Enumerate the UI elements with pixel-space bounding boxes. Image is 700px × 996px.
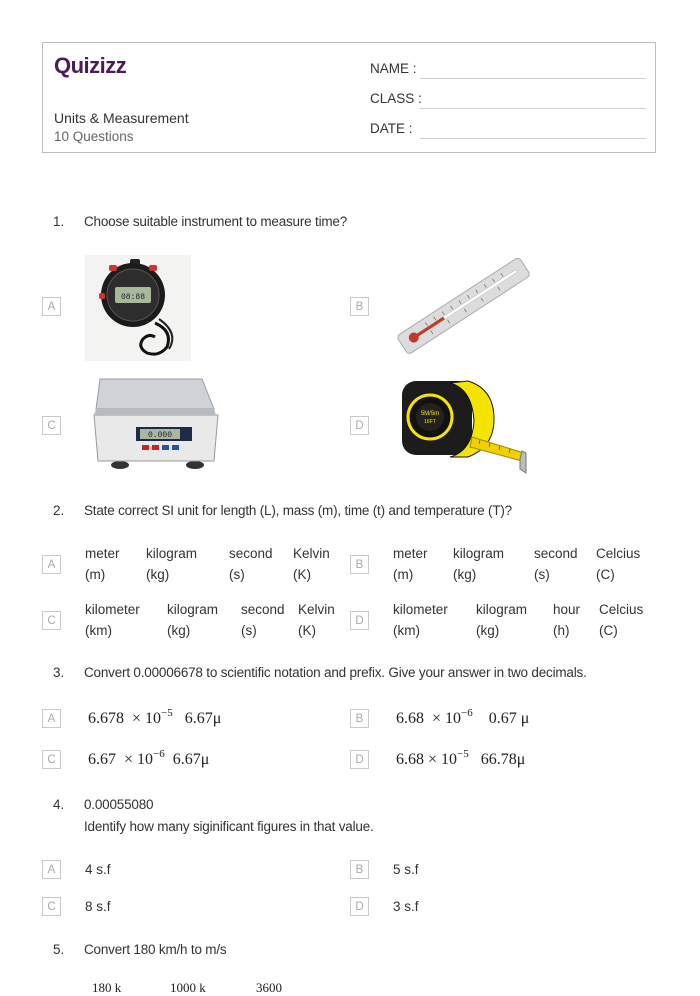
- worksheet-title: Units & Measurement: [54, 110, 189, 126]
- math-answer: $6.678 \times 10^{-5}$ 6.67μ: [88, 707, 222, 727]
- option-d-box[interactable]: D: [350, 416, 369, 435]
- option-c-box[interactable]: C: [42, 611, 61, 630]
- quizizz-logo: Quizizz: [54, 53, 127, 78]
- unit-cell: kilogram (kg): [476, 602, 528, 638]
- unit-cell: Kelvin (K): [298, 602, 335, 638]
- option-c-box[interactable]: C: [42, 750, 61, 769]
- question-text: State correct SI unit for length (L), mass (m), time (t) and temperature (T)?: [84, 503, 512, 518]
- date-line[interactable]: [420, 138, 646, 139]
- unit-cell: second (s): [229, 546, 273, 582]
- tape-measure-image: [398, 375, 530, 477]
- fraction-partial: 3600: [256, 980, 282, 995]
- worksheet-header: [42, 42, 656, 153]
- svg-text:16FT: 16FT: [424, 419, 436, 425]
- unit-cell: Celcius (C): [596, 546, 641, 582]
- unit-cell: meter (m): [85, 546, 120, 582]
- math-answer: $6.68 \times 10^{-5}$ 66.78μ: [396, 748, 526, 768]
- unit-cell: second (s): [534, 546, 578, 582]
- svg-text:0.000: 0.000: [147, 431, 173, 440]
- option-c-box[interactable]: C: [42, 897, 61, 916]
- option-b-box[interactable]: B: [350, 297, 369, 316]
- option-a-box[interactable]: A: [42, 555, 61, 574]
- date-label: DATE :: [370, 121, 413, 136]
- digital-scale-image: [90, 375, 222, 475]
- name-line[interactable]: [420, 78, 646, 79]
- unit-cell: second (s): [241, 602, 285, 638]
- stopwatch-image: [85, 255, 191, 361]
- question-text: Convert 0.00006678 to scientific notation and prefix. Give your answer in two decimals.: [84, 665, 587, 680]
- question-number: 2.: [53, 503, 65, 518]
- option-d-box[interactable]: D: [350, 750, 369, 769]
- option-a-box[interactable]: A: [42, 709, 61, 728]
- answer-text: 4 s.f: [85, 862, 111, 877]
- answer-text: 5 s.f: [393, 862, 419, 877]
- option-d-box[interactable]: D: [350, 897, 369, 916]
- unit-cell: meter (m): [393, 546, 428, 582]
- fraction-partial: 1000 k: [170, 980, 206, 995]
- answer-text: 3 s.f: [393, 899, 419, 914]
- option-b-box[interactable]: B: [350, 860, 369, 879]
- unit-cell: Celcius (C): [599, 602, 644, 638]
- unit-cell: kilogram (kg): [146, 546, 198, 582]
- question-text: Identify how many siginificant figures in that value.: [84, 819, 374, 834]
- question-number: 4.: [53, 797, 65, 812]
- option-c-box[interactable]: C: [42, 416, 61, 435]
- class-line[interactable]: [420, 108, 646, 109]
- unit-cell: Kelvin (K): [293, 546, 330, 582]
- option-b-box[interactable]: B: [350, 555, 369, 574]
- option-d-box[interactable]: D: [350, 611, 369, 630]
- question-text: Choose suitable instrument to measure time?: [84, 214, 348, 229]
- unit-cell: kilometer (km): [393, 602, 448, 638]
- name-label: NAME :: [370, 61, 417, 76]
- unit-cell: hour (h): [553, 602, 581, 638]
- option-a-box[interactable]: A: [42, 860, 61, 879]
- question-number: 5.: [53, 942, 65, 957]
- unit-cell: kilometer (km): [85, 602, 140, 638]
- question-number: 1.: [53, 214, 65, 229]
- question-text: Convert 180 km/h to m/s: [84, 942, 227, 957]
- unit-cell: kilogram (kg): [453, 546, 505, 582]
- svg-text:5M/5m: 5M/5m: [420, 411, 440, 417]
- svg-text:08:88: 08:88: [120, 293, 146, 302]
- fraction-partial: 180 k: [92, 980, 122, 995]
- option-a-box[interactable]: A: [42, 297, 61, 316]
- math-answer: $6.68 \times 10^{-6}$ 0.67 μ: [396, 707, 530, 727]
- question-text: 0.00055080: [84, 797, 154, 812]
- option-b-box[interactable]: B: [350, 709, 369, 728]
- question-number: 3.: [53, 665, 65, 680]
- unit-cell: kilogram (kg): [167, 602, 219, 638]
- thermometer-image: [392, 253, 534, 358]
- math-answer: $6.67 \times 10^{-6}$ 6.67μ: [88, 748, 210, 768]
- answer-text: 8 s.f: [85, 899, 111, 914]
- class-label: CLASS :: [370, 91, 422, 106]
- question-count: 10 Questions: [54, 129, 134, 144]
